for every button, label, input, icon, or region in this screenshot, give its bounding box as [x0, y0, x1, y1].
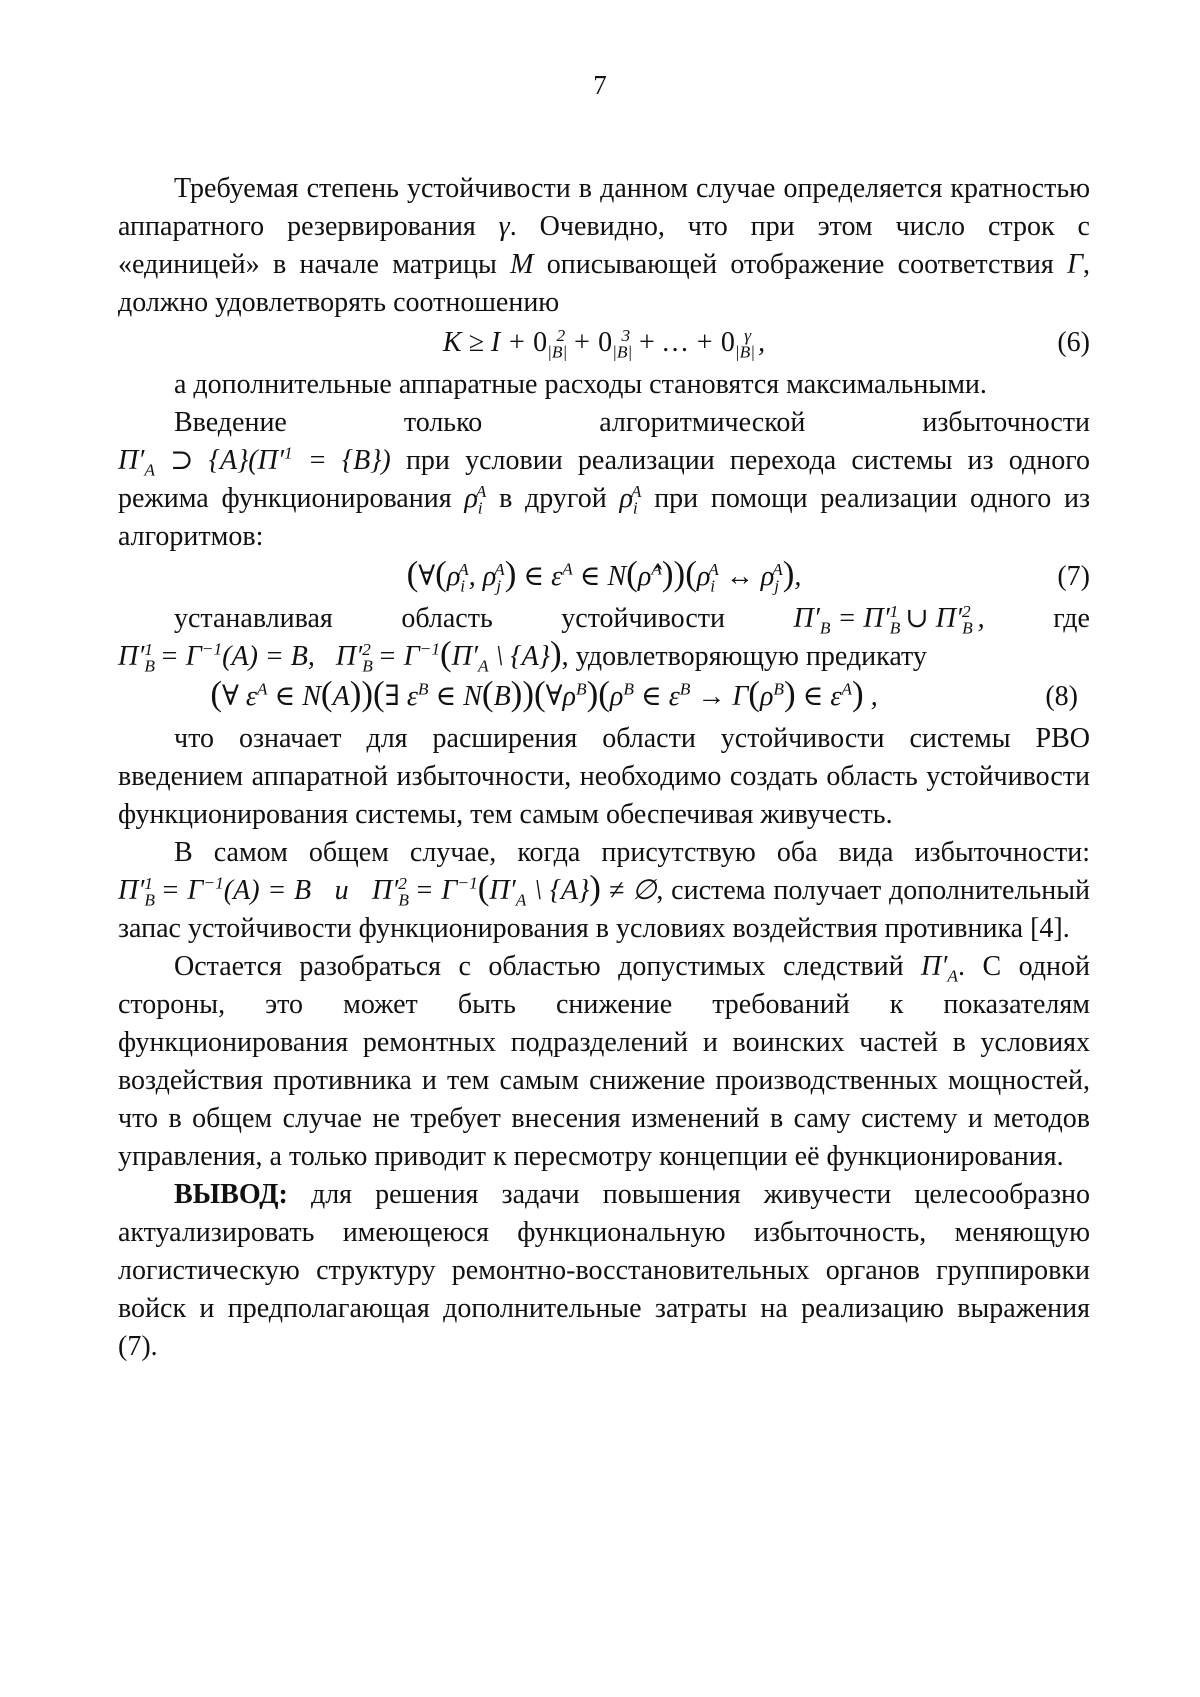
gamma-map-symbol: Γ: [1067, 249, 1083, 280]
paragraph-2: а дополнительные аппаратные расходы становятся максимальными.: [174, 369, 987, 400]
paragraph-5: что означает для расширения области устойчивости системы РВО введением аппаратной избыточности, необходимо создать область устойчивости функционирования системы, тем самым обеспечивая живучесть.: [118, 723, 1090, 830]
word: избыточности: [922, 407, 1090, 438]
rho-i-symbol-2: $\rho_i^A$: [619, 481, 642, 518]
paragraph-1-text-d: , должно удовлетворять соотношению: [118, 249, 1090, 318]
equation-7: [118, 554, 1090, 598]
paragraph-1: [118, 170, 1090, 322]
gamma-symbol: γ: [498, 211, 510, 242]
paragraph-1-text-b: . Очевидно, что при этом число строк с «единицей» в начале матрицы: [118, 211, 1090, 280]
pi-a-symbol: $\Pi'_A$: [921, 951, 958, 986]
paragraph-1-text-c: описывающей отображение соответствия: [546, 249, 1054, 280]
inline-formula-pi-b-defs: $\Pi'_B^1 = \Gamma^{-1}(A) = B$, $\Pi'_B^2 = \Gamma^{-1}(\Pi'_A$ \ {A}): [118, 634, 562, 676]
word: только: [403, 407, 483, 438]
equation-6: [118, 324, 1090, 364]
paragraph-7: [118, 948, 1090, 1176]
inline-formula-pi-a: $\Pi'_A$ ⊃ $\{A\}(\Pi'^1 = \{B\})$: [118, 443, 391, 480]
body-text: [118, 170, 1090, 1366]
paragraph-4-text-b: , удовлетворяющую предикату: [561, 641, 927, 672]
inline-formula-redundancy: $\Pi'_B^1 = \Gamma^{-1}(A) = B$ и $\Pi'_B^2 = \Gamma^{-1}(\Pi'_A$ \ {A}) ≠ ∅: [118, 868, 657, 910]
word: Введение: [174, 407, 287, 438]
paragraph-6: [118, 834, 1090, 948]
equation-7-expression: ($\forall(\rho_i^A$, $\rho_j^A$) ∈ $\varepsilon^A$ ∈ $N(\rhô^A))(\rho_i^A$ ↔ $\rho_j^A$),: [406, 554, 802, 596]
paragraph-3: [118, 404, 1090, 556]
conclusion-label: ВЫВОД:: [174, 1179, 288, 1210]
word: устанавливая: [174, 603, 333, 634]
word: устойчивости: [561, 603, 725, 634]
paragraph-3-text-d: при помощи реализации одного из алгоритмов:: [118, 483, 1091, 552]
page-number: 7: [593, 70, 607, 100]
paragraph-6-text-a: В самом общем случае, когда присутствую оба вида избыточности:: [174, 837, 1090, 868]
word: область: [401, 603, 493, 634]
equation-8: [118, 674, 1090, 718]
paragraph-7-text-b: . С одной стороны, это может быть снижение требований к показателям функционирования ремонтных подразделений и воинских частей в условиях воздействия противника и тем самым снижение производственных мощностей, что в общем случае не требует внесения изменений в саму систему и методов управления, а только приводит к пересмотру концепции её функционирования.: [118, 951, 1091, 1172]
equation-8-expression: (∀ $\varepsilon^A$ ∈ N(A))(∃ $\varepsilon^B$ ∈ $N(B))(\forall\rho^B)(\rho^B$ ∈ $\varepsilon^B \to \Gamma(\rho^B)$ ∈ $\varepsilon^A$) ,: [210, 674, 878, 713]
paragraph-6-text-b: , система получает дополнительный запас устойчивости функционирования в условиях воздействия противника [4].: [118, 875, 1090, 944]
inline-formula-pi-b: $\Pi'_B = \Pi'_B^1$ ∪ $\Pi'_B^2$ ,: [793, 601, 985, 638]
equation-6-label: (6): [1057, 327, 1090, 358]
paragraph-7-text-a: Остается разобраться с областью допустимых следствий: [174, 951, 904, 982]
matrix-m-symbol: M: [510, 249, 534, 280]
equation-7-label: (7): [1057, 561, 1090, 592]
equation-6-expression: $K \ge I + 0_{|B|}^2 + 0_{|B|}^3$ + … + $0_{|B|}^\gamma$ ,: [442, 325, 766, 362]
conclusion-text: для решения задачи повышения живучести целесообразно актуализировать имеющеюся функциональную избыточность, меняющую логистическую структуру ремонтно-восстановительных органов группировки войск и предполагающая дополнительные затраты на реализацию выражения (7).: [118, 1179, 1090, 1362]
word: где: [1053, 603, 1090, 634]
paragraph-3-text-b: при условии реализации перехода системы из одного режима функционирования: [118, 445, 1090, 514]
paragraph-conclusion: [118, 1176, 1090, 1366]
paragraph-3-text-c: в другой: [499, 483, 607, 514]
paragraph-4: [118, 600, 1090, 676]
paragraph-4-first-line: [118, 600, 1090, 638]
paragraph-1-text-a: Требуемая степень устойчивости в данном случае определяется кратностью аппаратного резервирования: [118, 173, 1090, 242]
word: алгоритмической: [599, 407, 806, 438]
paragraph-3-first-line: [118, 404, 1090, 442]
equation-8-label: (8): [1045, 681, 1078, 712]
rho-i-symbol: $\rho_i^A$: [464, 481, 487, 518]
